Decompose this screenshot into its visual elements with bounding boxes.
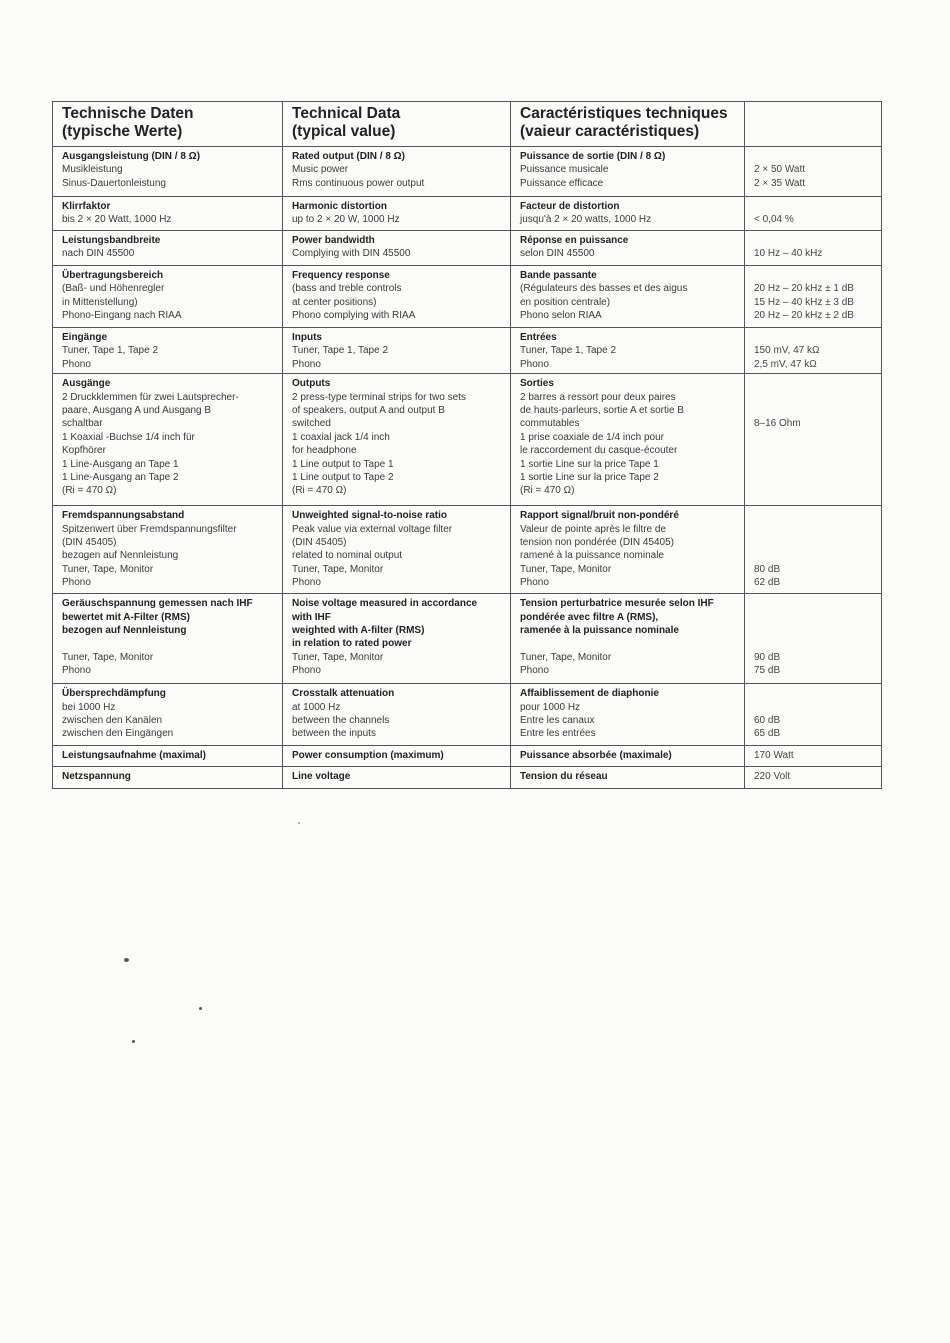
table-row [53,231,882,266]
spec-cell-de [53,594,283,684]
spec-cell-value [745,231,882,266]
spec-description: Tuner, Tape, Monitor Phono [520,651,612,677]
table-row [53,684,882,746]
spec-cell-value [745,767,882,789]
spec-cell-en [283,506,511,594]
spec-label: Affaiblissement de diaphonie [520,688,659,700]
spec-description: Tuner, Tape 1, Tape 2 Phono [62,345,159,370]
spec-cell-de [53,147,283,197]
spec-cell-de [53,231,283,266]
scan-speck [132,1040,135,1043]
spec-description: Tuner, Tape 1, Tape 2 Phono [520,345,617,370]
spec-value: 90 dB 75 dB [754,651,781,677]
spec-description: Puissance musicale Puissance efficace [520,164,609,189]
spec-description: 2 press-type terminal strips for two sets of speakers, output A and output B switched 1 coaxial jack 1/4 inch for headphone 1 Line output to Tape 1 1 Line output to Tape 2 (Ri = 470 Ω) [292,391,466,497]
spec-cell-en [283,197,511,231]
spec-label: Rated output (DIN / 8 Ω) [292,151,406,162]
spec-cell-en [283,147,511,197]
spec-label: Klirrfaktor [62,201,111,212]
spec-label: Line voltage [292,771,351,783]
spec-body [53,147,882,789]
spec-description: jusqu'à 2 × 20 watts, 1000 Hz [520,214,652,226]
table-row [53,197,882,231]
spec-value: 80 dB 62 dB [754,563,781,589]
spec-label: Power consumption (maximum) [292,750,444,762]
spec-cell-value [745,197,882,231]
table-row [53,266,882,328]
spec-label: Entrées [520,332,557,343]
spec-label: Eingänge [62,332,108,343]
spec-value: 10 Hz – 40 kHz [754,248,823,260]
spec-description: (Baß- und Höhenregler in Mittenstellung) Phono-Eingang nach RIAA [62,283,182,322]
spec-cell-fr [511,197,745,231]
spec-label: Harmonic distortion [292,201,388,212]
spec-table [52,101,882,789]
spec-description: (bass and treble controls at center positions) Phono complying with RIAA [292,283,416,322]
spec-cell-fr [511,594,745,684]
spec-description: pour 1000 Hz Entre les canaux Entre les entrées [520,701,596,740]
spec-cell-fr [511,767,745,789]
spec-label: Übersprechdämpfung [62,688,166,700]
spec-cell-en [283,746,511,767]
table-row [53,767,882,789]
spec-cell-fr [511,266,745,328]
spec-label: Réponse en puissance [520,235,629,246]
spec-label: Bande passante [520,270,597,281]
spec-value: 60 dB 65 dB [754,715,781,740]
spec-cell-fr [511,746,745,767]
spec-description: Spitzenwert über Fremdspannungsfilter (DIN 45405) bezogen auf Nennleistung Tuner, Tape, Monitor Phono [62,523,237,589]
spec-description: Peak value via external voltage filter (DIN 45405) related to nominal output Tuner, Tape, Monitor Phono [292,523,453,589]
table-row [53,594,882,684]
spec-label: Netzspannung [62,771,131,783]
spec-cell-de [53,506,283,594]
spec-cell-value [745,266,882,328]
spec-label: Tension perturbatrice mesurée selon IHF pondérée avec filtre A (RMS), ramenée à la puissance nominale [520,598,714,637]
scan-speck [199,1007,202,1010]
spec-cell-de [53,266,283,328]
spec-cell-value [745,328,882,374]
spec-label: Puissance absorbée (maximale) [520,750,672,762]
spec-cell-fr [511,231,745,266]
spec-description: bis 2 × 20 Watt, 1000 Hz [62,214,172,226]
spec-value: < 0,04 % [754,214,794,226]
spec-cell-en [283,328,511,374]
spec-cell-de [53,328,283,374]
spec-cell-value [745,506,882,594]
spec-value: 8–16 Ohm [754,418,801,430]
spec-cell-de [53,684,283,746]
spec-label: Fremdspannungsabstand [62,510,185,522]
spec-cell-de [53,197,283,231]
spec-label: Sorties [520,378,554,390]
spec-cell-en [283,767,511,789]
spec-label: Inputs [292,332,322,343]
spec-description: Tuner, Tape, Monitor Phono [292,651,384,677]
spec-description: Music power Rms continuous power output [292,164,425,189]
header-french: Caractéristiques techniques (vaieur caractéristiques) [511,102,745,147]
spec-description: Complying with DIN 45500 [292,248,411,260]
spec-label: Crosstalk attenuation [292,688,395,700]
spec-cell-en [283,231,511,266]
spec-label: Ausgänge [62,378,111,390]
spec-label: Power bandwidth [292,235,375,246]
spec-description: selon DIN 45500 [520,248,595,260]
spec-description: nach DIN 45500 [62,248,135,260]
spec-cell-fr [511,506,745,594]
spec-description: at 1000 Hz between the channels between the inputs [292,701,390,740]
spec-cell-fr [511,328,745,374]
header-german: Technische Daten (typische Werte) [53,102,283,147]
table-row [53,506,882,594]
spec-cell-fr [511,374,745,506]
spec-description: (Régulateurs des basses et des aigus en position centrale) Phono selon RIAA [520,283,688,322]
spec-label: Leistungsbandbreite [62,235,161,246]
spec-cell-value [745,374,882,506]
spec-cell-value [745,684,882,746]
spec-label: Facteur de distortion [520,201,620,212]
spec-cell-value [745,746,882,767]
table-row [53,147,882,197]
spec-cell-en [283,594,511,684]
spec-label: Unweighted signal-to-noise ratio [292,510,448,522]
spec-value: 20 Hz – 20 kHz ± 1 dB 15 Hz – 40 kHz ± 3 dB 20 Hz – 20 kHz ± 2 dB [754,283,854,322]
spec-label: Noise voltage measured in accordance with IHF weighted with A-filter (RMS) in relation to rated power [292,598,478,650]
spec-cell-de [53,374,283,506]
spec-description: bei 1000 Hz zwischen den Kanälen zwischen den Eingängen [62,701,174,740]
spec-cell-fr [511,147,745,197]
table-header-row [53,102,882,147]
spec-description: 2 Druckklemmen für zwei Lautsprecher- paare, Ausgang A und Ausgang B schaltbar 1 Koaxial -Buchse 1/4 inch für Kopfhörer 1 Line-Ausgang an Tape 1 1 Line-Ausgang an Tape 2 (Ri = 470 Ω) [62,391,239,497]
spec-description: Tuner, Tape, Monitor Phono [62,651,154,677]
spec-cell-en [283,684,511,746]
spec-label: Outputs [292,378,331,390]
spec-cell-value [745,594,882,684]
table-row [53,328,882,374]
spec-label: Tension du réseau [520,771,608,783]
spec-cell-value [745,147,882,197]
spec-label: Geräuschspannung gemessen nach IHF bewertet mit A-Filter (RMS) bezogen auf Nennleistung [62,598,253,637]
spec-cell-fr [511,684,745,746]
spec-cell-en [283,374,511,506]
spec-label: Rapport signal/bruit non-pondéré [520,510,679,522]
spec-cell-de [53,767,283,789]
header-english: Technical Data (typical value) [283,102,511,147]
spec-label: Frequency response [292,270,390,281]
spec-description: Tuner, Tape 1, Tape 2 Phono [292,345,389,370]
spec-label: Leistungsaufnahme (maximal) [62,750,206,762]
spec-cell-de [53,746,283,767]
spec-description: 2 barres a ressort pour deux paires de hauts-parleurs, sortie A et sortie B commutables 1 prise coaxiale de 1/4 inch pour le raccordement du casque-écouter 1 sortie Line sur la price Tape 1 1 sortie Line sur la price Tape 2 (Ri = 470 Ω) [520,391,684,497]
spec-value: 220 Volt [754,771,791,783]
spec-label: Puissance de sortie (DIN / 8 Ω) [520,151,666,162]
table-row [53,374,882,506]
table-row [53,746,882,767]
spec-label: Übertragungsbereich [62,270,164,281]
spec-cell-en [283,266,511,328]
spec-value: 150 mV, 47 kΩ 2,5 mV, 47 kΩ [754,345,820,370]
spec-label: Ausgangsleistung (DIN / 8 Ω) [62,151,201,162]
spec-value: 170 Watt [754,750,794,762]
spec-value: 2 × 50 Watt 2 × 35 Watt [754,164,806,189]
spec-description: Musikleistung Sinus-Dauertonleistung [62,164,166,189]
scan-speck [124,958,129,962]
scan-speck [298,822,300,824]
spec-description: Valeur de pointe après le filtre de tension non pondérée (DIN 45405) ramené à la puissance nominale Tuner, Tape, Monitor Phono [520,523,674,589]
spec-description: up to 2 × 20 W, 1000 Hz [292,214,400,226]
header-values [745,102,882,147]
